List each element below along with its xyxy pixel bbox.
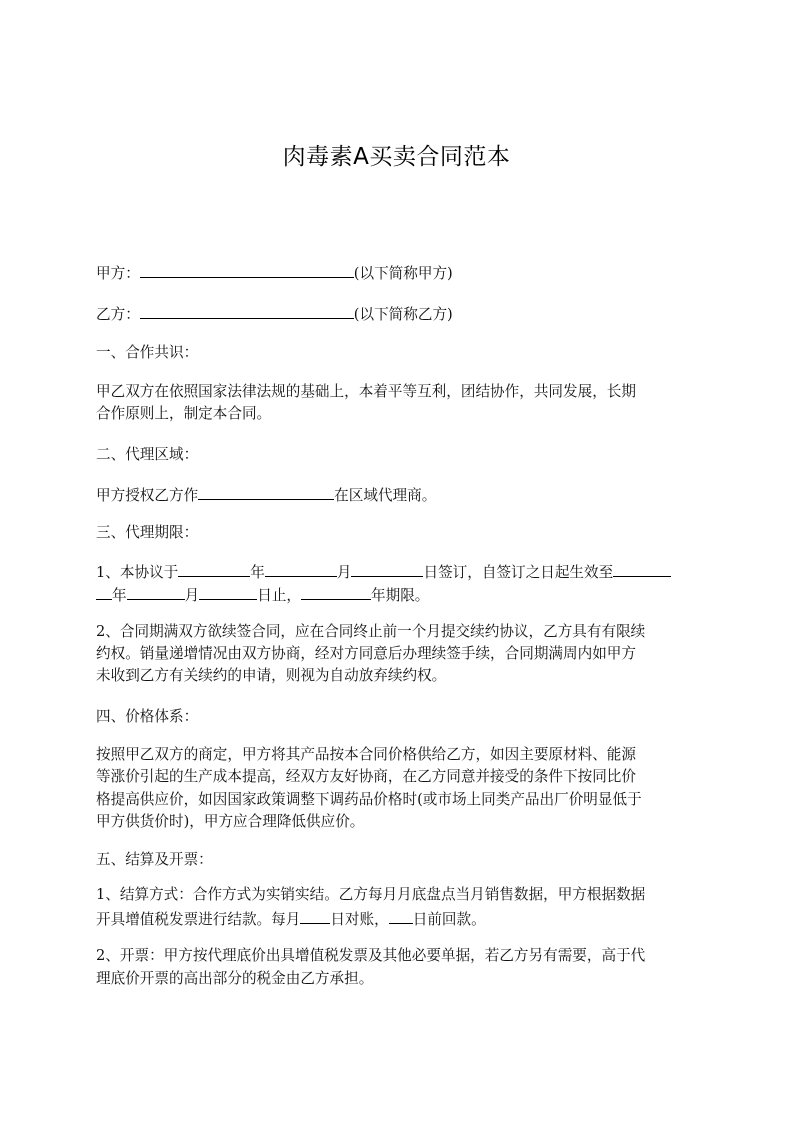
sign-month-blank[interactable]	[265, 561, 337, 577]
party-b-blank[interactable]	[140, 303, 354, 319]
section-2-suffix: 在区域代理商。	[334, 487, 437, 504]
end-day-blank[interactable]	[199, 584, 257, 600]
term-text: 1、本协议于	[96, 564, 179, 581]
settlement-text: 日对账，	[330, 911, 389, 928]
section-2-prefix: 甲方授权乙方作	[96, 487, 199, 504]
section-1-text-line: 甲乙双方在依照国家法律法规的基础上，本着平等互利，团结协作，共同发展，长期	[96, 383, 636, 400]
pricing-text-line: 等涨价引起的生产成本提高，经双方友好协商，在乙方同意并接受的条件下按同比价	[96, 768, 636, 785]
party-a-label: 甲方：	[96, 265, 140, 282]
section-5-heading: 五、结算及开票：	[96, 851, 213, 868]
term-text: 年	[112, 587, 127, 604]
end-year-blank-b[interactable]	[96, 584, 112, 600]
invoice-text-line: 理底价开票的高出部分的税金由乙方承担。	[96, 970, 374, 987]
end-year-blank-a[interactable]	[613, 561, 671, 577]
renewal-text-line: 约权。销量递增情况由双方协商，经对方同意后办理续签手续，合同期满周内如甲方	[96, 645, 636, 662]
section-1-text-line: 合作原则上，制定本合同。	[96, 405, 272, 422]
term-line-2	[96, 584, 700, 606]
pricing-text-line: 甲方供货价时)，甲方应合理降低供应价。	[96, 813, 365, 830]
settlement-text-line: 1、结算方式：合作方式为实销实结。乙方每月月底盘点当月销售数据，甲方根据数据	[96, 886, 646, 903]
party-b-line	[96, 303, 700, 325]
term-text: 月	[184, 587, 200, 604]
term-line-1	[96, 561, 700, 583]
sign-day-blank[interactable]	[351, 561, 423, 577]
pricing-text-line: 格提高供应价，如因国家政策调整下调药品价格时(或市场上同类产品出厂价明显低于	[96, 791, 642, 808]
party-a-suffix: (以下简称甲方)	[353, 265, 453, 282]
term-text: 日止，	[257, 587, 302, 604]
section-2-heading: 二、代理区域：	[96, 446, 199, 463]
term-text: 日签订，自签订之日起生效至	[423, 564, 614, 581]
renewal-text-line: 2、合同期满双方欲续签合同，应在合同终止前一个月提交续约协议，乙方具有有限续	[96, 623, 646, 640]
document-title: 肉毒素A买卖合同范本	[282, 144, 511, 170]
term-years-blank[interactable]	[301, 584, 371, 600]
settlement-text: 日前回款。	[412, 911, 486, 928]
settlement-text-line	[96, 908, 700, 930]
section-2-text-line	[96, 484, 700, 506]
party-a-line	[96, 262, 700, 284]
renewal-text-line: 未收到乙方有关续约的申请，则视为自动放弃续约权。	[96, 667, 447, 684]
section-1-heading: 一、合作共识：	[96, 344, 199, 361]
party-a-blank[interactable]	[140, 262, 354, 278]
payment-day-blank[interactable]	[389, 908, 413, 924]
section-4-heading: 四、价格体系：	[96, 708, 199, 725]
party-b-label: 乙方：	[96, 306, 140, 323]
settlement-text: 开具增值税发票进行结款。每月	[96, 911, 301, 928]
sign-year-blank[interactable]	[178, 561, 250, 577]
party-b-suffix: (以下简称乙方)	[353, 306, 453, 323]
reconcile-day-blank[interactable]	[300, 908, 330, 924]
agency-region-blank[interactable]	[198, 484, 334, 500]
term-text: 月	[336, 564, 352, 581]
term-text: 年	[250, 564, 265, 581]
invoice-text-line: 2、开票：甲方按代理底价出具增值税发票及其他必要单据，若乙方另有需要，高于代	[96, 947, 646, 964]
pricing-text-line: 按照甲乙双方的商定，甲方将其产品按本合同价格供给乙方，如因主要原材料、能源	[96, 746, 636, 763]
section-3-heading: 三、代理期限：	[96, 524, 199, 541]
end-month-blank[interactable]	[127, 584, 185, 600]
term-text: 年期限。	[371, 587, 430, 604]
